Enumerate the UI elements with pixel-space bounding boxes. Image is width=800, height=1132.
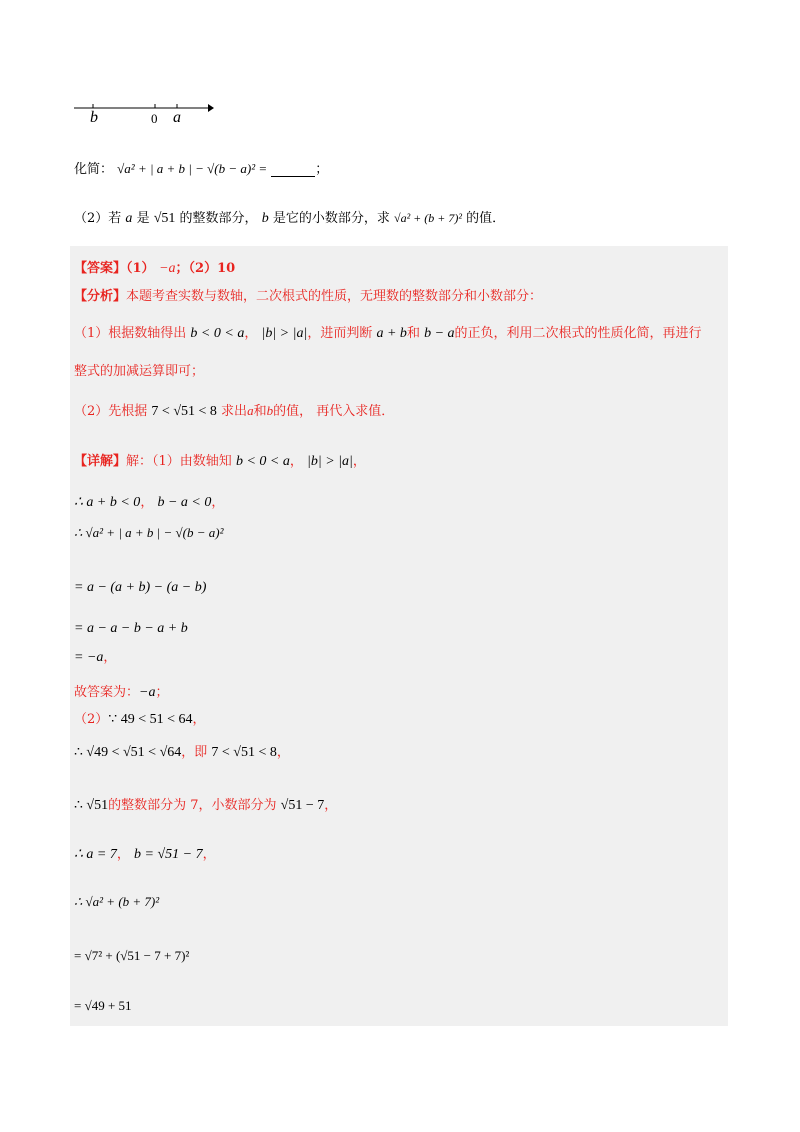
detail-l2-c: b − a < 0 xyxy=(157,495,212,510)
analysis-l1-e: ，进而判断 xyxy=(307,326,373,341)
detail-l6-b: ， xyxy=(103,650,117,665)
detail-l1-c: ， xyxy=(289,454,303,469)
analysis-line-2 xyxy=(74,322,702,342)
q2-text-4: 是它的小数部分，求 xyxy=(272,211,390,226)
analysis-l1-d: |b| > |a| xyxy=(261,326,308,341)
q1-line: 化简： √a² + | a + b | − √(b − a)² = ； xyxy=(74,161,329,177)
detail-l1-b: b < 0 < a xyxy=(235,454,290,469)
detail-line-6 xyxy=(74,646,116,666)
detail-l10-d: ， xyxy=(324,798,338,813)
analysis-line-4 xyxy=(74,400,394,420)
q2-expression: √a² + (b + 7)² xyxy=(394,211,462,225)
detail-line-10 xyxy=(74,794,337,814)
q2-text-1: （2）若 xyxy=(74,211,122,226)
answer-separator: ；（2） xyxy=(175,261,218,276)
detail-line-14: = √49 + 51 xyxy=(74,998,132,1013)
detail-l10-c: √51 − 7 xyxy=(280,798,325,813)
q2-sqrt51: √51 xyxy=(153,211,176,226)
detail-l1-d: |b| > |a| xyxy=(307,454,353,469)
detail-l7-c: ； xyxy=(155,685,169,700)
detail-line-13: = √7² + (√51 − 7 + 7)² xyxy=(74,948,190,963)
q1-expression: √a² + | a + b | − √(b − a)² = xyxy=(117,161,268,176)
numberline-label-0: 0 xyxy=(151,111,158,126)
analysis-line-3: 整式的加减运算即可； xyxy=(74,364,205,379)
detail-l11-d: ， xyxy=(202,847,216,862)
analysis-l3-f: b xyxy=(266,403,274,418)
numberline-label-b: b xyxy=(90,109,98,126)
q2-text-3: 的整数部分， xyxy=(179,211,258,226)
detail-line-11 xyxy=(74,843,216,863)
detail-l11-a: ∴ a = 7 xyxy=(74,847,117,862)
analysis-l3-g: 的值， 再代入求值． xyxy=(273,404,395,419)
detail-l11-b: ， xyxy=(116,847,130,862)
detail-l1-e: ， xyxy=(352,454,366,469)
detail-l7-b: −a xyxy=(139,685,156,700)
q1-prefix: 化简： xyxy=(74,162,114,177)
analysis-l3-c: 求出 xyxy=(221,404,248,419)
detail-l10-b: 的整数部分为 7，小数部分为 xyxy=(108,798,277,813)
analysis-l1-h: b − a xyxy=(424,326,455,341)
detail-line-2 xyxy=(74,491,224,511)
detail-l1-a: 解：（1）由数轴知 xyxy=(126,454,232,469)
analysis-text: 本题考查实数与数轴，二次根式的性质，无理数的整数部分和小数部分： xyxy=(126,289,543,304)
detail-l9-c: 7 < √51 < 8 xyxy=(211,745,277,760)
analysis-l3-b: 7 < √51 < 8 xyxy=(151,404,217,419)
analysis-l3-a: （2）先根据 xyxy=(74,404,148,419)
detail-l9-d: ， xyxy=(276,745,290,760)
detail-l11-c: b = √51 − 7 xyxy=(134,847,203,862)
answer-label: 【答案】 xyxy=(74,261,127,276)
detail-line-4: = a − (a + b) − (a − b) xyxy=(74,580,207,595)
analysis-l1-i: 的正负，利用二次根式的性质化简，再进行 xyxy=(454,326,702,341)
detail-l9-a: ∴ √49 < √51 < √64 xyxy=(74,745,182,760)
answer-blank xyxy=(271,162,315,177)
detail-line-3: ∴ √a² + | a + b | − √(b − a)² xyxy=(74,525,224,540)
detail-l8-b: ∵ 49 < 51 < 64 xyxy=(108,712,193,727)
detail-l6-a: = −a xyxy=(74,650,104,665)
detail-l2-a: ∴ a + b < 0 xyxy=(74,495,141,510)
answer-text-1: （1） xyxy=(126,261,155,276)
answer-line xyxy=(74,257,235,277)
detail-l7-a: 故答案为： xyxy=(74,685,140,700)
analysis-l1-c: ， xyxy=(244,326,258,341)
q2-var-a: a xyxy=(125,211,133,226)
q2-text-5: 的值． xyxy=(466,211,506,226)
detail-line-1 xyxy=(74,450,366,470)
analysis-l3-d: a xyxy=(247,403,254,418)
numberline-label-a: a xyxy=(173,109,181,126)
q2-line xyxy=(74,207,505,227)
detail-label: 【详解】 xyxy=(74,454,127,469)
detail-l8-c: ， xyxy=(192,712,206,727)
analysis-l1-b: b < 0 < a xyxy=(190,326,245,341)
analysis-line-1 xyxy=(74,285,542,304)
detail-l9-b: ，即 xyxy=(181,745,208,760)
detail-line-5: = a − a − b − a + b xyxy=(74,621,188,636)
q2-var-b: b xyxy=(261,211,269,226)
analysis-l1-f: a + b xyxy=(376,326,407,341)
analysis-l3-e: 和 xyxy=(253,404,267,419)
detail-line-7 xyxy=(74,681,168,701)
detail-line-8 xyxy=(74,708,206,728)
detail-line-9 xyxy=(74,741,290,761)
analysis-l1-g: 和 xyxy=(406,326,420,341)
answer-value-2: 10 xyxy=(217,261,236,276)
detail-l2-d: ， xyxy=(211,495,225,510)
detail-l10-a: ∴ √51 xyxy=(74,798,109,813)
answer-value-1: −a xyxy=(159,261,176,276)
detail-line-12: ∴ √a² + (b + 7)² xyxy=(74,894,160,909)
detail-l8-a: （2） xyxy=(74,712,109,727)
analysis-label: 【分析】 xyxy=(74,289,127,304)
q2-text-2: 是 xyxy=(136,211,150,226)
analysis-l1-a: （1）根据数轴得出 xyxy=(74,326,187,341)
detail-l2-b: ， xyxy=(140,495,154,510)
